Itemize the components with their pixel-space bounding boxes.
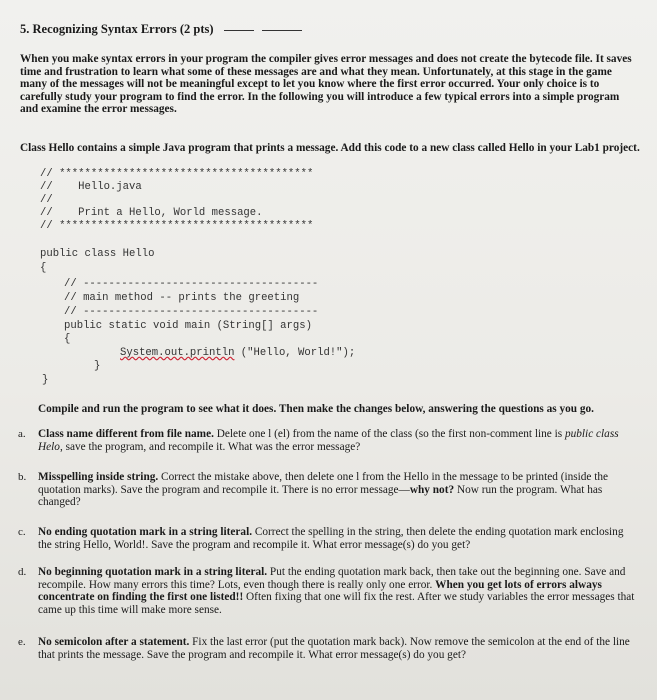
code-header-line: // **************************************** bbox=[40, 220, 314, 232]
code-method-open-brace: { bbox=[64, 333, 71, 345]
answer-blank bbox=[262, 30, 302, 31]
question-c bbox=[18, 526, 638, 551]
code-class-declaration: public class Hello bbox=[40, 248, 155, 260]
question-b bbox=[18, 471, 638, 509]
question-example: public class Helo bbox=[38, 428, 619, 453]
question-text-rest: , save the program, and recompile it. What was the error message? bbox=[59, 440, 361, 453]
code-method-declaration: public static void main (String[] args) bbox=[64, 320, 312, 332]
compile-instruction: Compile and run the program to see what it does. Then make the changes below, answering the questions as you go. bbox=[38, 403, 594, 415]
question-letter: b. bbox=[18, 471, 27, 483]
question-a bbox=[18, 428, 638, 453]
code-header-line: // **************************************** bbox=[40, 168, 314, 180]
code-header-line: // Print a Hello, World message. bbox=[40, 207, 263, 219]
answer-blank bbox=[224, 30, 254, 31]
code-header-line: // Hello.java bbox=[40, 181, 142, 193]
code-println-call: System.out.println bbox=[120, 347, 235, 359]
question-letter: a. bbox=[18, 428, 26, 440]
question-letter: c. bbox=[18, 526, 26, 538]
question-text: Delete one l (el) from the name of the class (so the first non-comment line is bbox=[213, 428, 563, 440]
question-emphasis: why not? bbox=[409, 483, 455, 496]
code-method-comment: // ------------------------------------- bbox=[64, 278, 319, 290]
question-d bbox=[18, 566, 638, 616]
question-emphasis: When you get lots of errors always concentrate on finding the first one listed!! bbox=[38, 578, 602, 604]
class-instruction: Class Hello contains a simple Java program that prints a message. Add this code to a new class called Hello in your Lab1 project. bbox=[20, 142, 640, 154]
question-e bbox=[18, 636, 638, 661]
code-method-close-brace: } bbox=[94, 360, 101, 372]
code-class-close-brace: } bbox=[42, 374, 49, 386]
question-letter: d. bbox=[18, 566, 27, 578]
question-heading: No beginning quotation mark in a string literal. bbox=[38, 566, 268, 578]
question-text-rest: Often fixing that one will fix the rest. After we study variables the error messages that came up this time will make more sense. bbox=[38, 591, 635, 616]
question-text: Correct the mistake above, then delete one l from the Hello in the message to be printed (inside the quotation marks). Save the program and recompile it. There is no error message— bbox=[38, 471, 609, 496]
code-method-comment: // ------------------------------------- bbox=[64, 306, 319, 318]
question-text: Fix the last error (put the quotation mark back). Now remove the semicolon at the end of the line that prints the message. Save the program and recompile it. What error message(s) do you get? bbox=[38, 636, 630, 661]
question-text-rest: Now run the program. What has changed? bbox=[38, 483, 603, 509]
question-text: Put the ending quotation mark back, then take out the beginning one. Save and recompile. How many errors this time? Lots, even though there is really only one error. bbox=[38, 566, 626, 591]
question-heading: Class name different from file name. bbox=[38, 428, 214, 440]
question-letter: e. bbox=[18, 636, 26, 648]
intro-paragraph: When you make syntax errors in your program the compiler gives error messages and does not create the bytecode file. It saves time and frustration to learn what some of these messages are and what they mean. Unfortunately, at this stage in the game many of the messages will not be meaningful except to let you know where the first error occurred. Your only choice is to carefully study your program to find the error. In the following you will introduce a few typical errors into a simple program and examine the error messages. bbox=[20, 53, 632, 116]
code-header-line: // bbox=[40, 194, 53, 206]
question-heading: Misspelling inside string. bbox=[38, 471, 159, 483]
section-title-text: 5. Recognizing Syntax Errors (2 pts) bbox=[20, 22, 214, 36]
section-title bbox=[20, 22, 302, 37]
code-println-line bbox=[120, 347, 355, 360]
code-println-args: ("Hello, World!"); bbox=[234, 347, 356, 359]
code-open-brace: { bbox=[40, 262, 47, 274]
question-heading: No ending quotation mark in a string literal. bbox=[38, 526, 253, 538]
code-method-comment: // main method -- prints the greeting bbox=[64, 292, 300, 304]
question-heading: No semicolon after a statement. bbox=[38, 636, 190, 648]
question-text: Correct the spelling in the string, then delete the ending quotation mark enclosing the string Hello, World!. Save the program and recompile it. What error message(s) do you get? bbox=[38, 526, 624, 551]
